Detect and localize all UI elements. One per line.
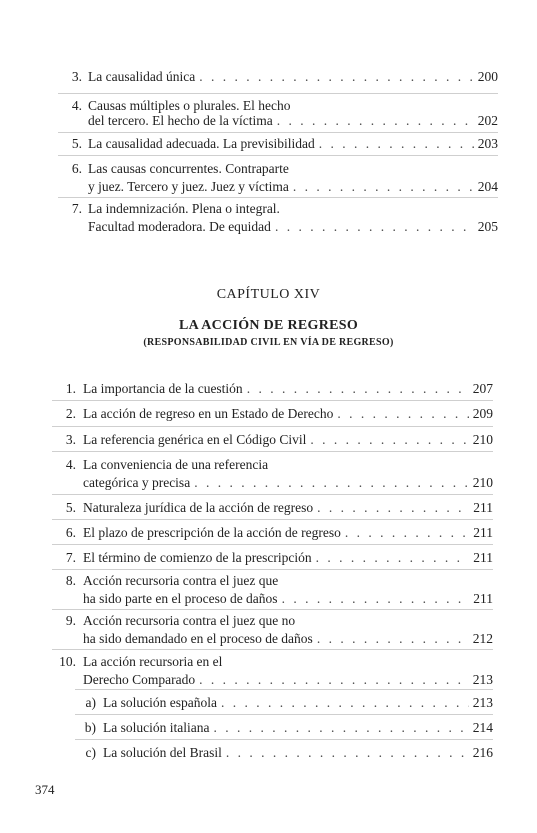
- entry-letter: a): [85, 695, 96, 710]
- divider: [75, 689, 493, 690]
- entry-number: 3.: [71, 69, 82, 84]
- dot-leader: [247, 380, 469, 398]
- dot-leader: [275, 218, 474, 236]
- entry-title-cont: y juez. Tercero y juez. Juez y víctima: [88, 179, 289, 194]
- entry-title-cont: Derecho Comparado: [83, 672, 196, 687]
- entry-title: La causalidad única: [88, 69, 196, 84]
- entry-number: 3.: [65, 432, 76, 447]
- entry-title-cont: ha sido demandado en el proceso de daños: [83, 631, 313, 646]
- entry-title: La referencia genérica en el Código Civil: [83, 432, 307, 447]
- dot-leader: [213, 719, 468, 737]
- entry-number: 7.: [65, 550, 76, 565]
- entry-page: 213: [472, 672, 493, 687]
- entry-number: 5.: [71, 136, 82, 151]
- entry-number: 10.: [59, 654, 76, 669]
- divider: [75, 739, 493, 740]
- entry-title: La solución del Brasil: [103, 745, 222, 760]
- entry-number: 9.: [65, 613, 76, 628]
- page-number: 374: [35, 782, 55, 797]
- entry-page: 210: [472, 432, 493, 447]
- dot-leader: [226, 744, 469, 762]
- entry-page: 207: [472, 381, 493, 396]
- divider: [52, 519, 493, 520]
- entry-title: La indemnización. Plena o integral.: [88, 201, 280, 216]
- entry-title: La conveniencia de una referencia: [83, 457, 269, 472]
- entry-page: 212: [472, 631, 493, 646]
- entry-page: 203: [477, 136, 498, 151]
- divider: [52, 451, 493, 452]
- entry-letter: b): [84, 720, 96, 735]
- divider: [58, 132, 498, 133]
- entry-page: 200: [477, 69, 498, 84]
- entry-number: 7.: [71, 201, 82, 216]
- divider: [52, 569, 493, 570]
- divider: [52, 609, 493, 610]
- entry-number: 4.: [71, 98, 82, 113]
- divider: [52, 494, 493, 495]
- entry-letter: c): [85, 745, 96, 760]
- entry-title: La solución italiana: [103, 720, 210, 735]
- entry-page: 210: [472, 475, 493, 490]
- divider: [58, 197, 498, 198]
- entry-title: La causalidad adecuada. La previsibilidad: [88, 136, 315, 151]
- divider: [52, 544, 493, 545]
- entry-page: 204: [477, 179, 498, 194]
- dot-leader: [282, 590, 470, 608]
- dot-leader: [199, 671, 469, 689]
- entry-page: 211: [473, 525, 493, 540]
- entry-page: 211: [473, 591, 493, 606]
- entry-title: Naturaleza jurídica de la acción de regreso: [83, 500, 314, 515]
- entry-title-cont: Facultad moderadora. De equidad: [88, 219, 271, 234]
- chapter-title: LA ACCIÓN DE REGRESO: [178, 318, 359, 333]
- entry-title: La acción de regreso en un Estado de Derecho: [83, 406, 334, 421]
- entry-number: 1.: [65, 381, 76, 396]
- divider: [52, 426, 493, 427]
- divider: [52, 649, 493, 650]
- divider: [58, 93, 498, 94]
- dot-leader: [316, 549, 470, 567]
- divider: [52, 400, 493, 401]
- entry-number: 6.: [71, 161, 82, 176]
- entry-title: Causas múltiples o plurales. El hecho: [88, 98, 291, 113]
- entry-page: 202: [477, 113, 498, 128]
- entry-number: 8.: [65, 573, 76, 588]
- entry-page: 213: [472, 695, 493, 710]
- dot-leader: [199, 68, 474, 86]
- dot-leader: [345, 524, 469, 542]
- chapter-subtitle: (RESPONSABILIDAD CIVIL EN VÍA DE REGRESO): [143, 337, 394, 348]
- dot-leader: [194, 474, 469, 492]
- dot-leader: [317, 630, 469, 648]
- entry-title-cont: categórica y precisa: [83, 475, 191, 490]
- entry-page: 205: [477, 219, 498, 234]
- dot-leader: [310, 431, 468, 449]
- dot-leader: [337, 405, 468, 423]
- entry-title: Acción recursoria contra el juez que no: [83, 613, 296, 628]
- divider: [58, 155, 498, 156]
- entry-page: 211: [473, 550, 493, 565]
- entry-number: 2.: [65, 406, 76, 421]
- dot-leader: [293, 178, 474, 196]
- entry-title: Las causas concurrentes. Contraparte: [88, 161, 289, 176]
- dot-leader: [277, 112, 474, 130]
- entry-title: El plazo de prescripción de la acción de regreso: [83, 525, 341, 540]
- entry-title: La acción recursoria en el: [83, 654, 223, 669]
- entry-title: El término de comienzo de la prescripción: [83, 550, 312, 565]
- chapter-label: CAPÍTULO XIV: [216, 287, 321, 302]
- entry-page: 214: [472, 720, 493, 735]
- entry-page: 209: [472, 406, 493, 421]
- divider: [75, 714, 493, 715]
- entry-title: Acción recursoria contra el juez que: [83, 573, 279, 588]
- dot-leader: [221, 694, 469, 712]
- dot-leader: [319, 135, 474, 153]
- entry-page: 216: [472, 745, 493, 760]
- dot-leader: [317, 499, 469, 517]
- entry-title-cont: ha sido parte en el proceso de daños: [83, 591, 278, 606]
- entry-title-cont: del tercero. El hecho de la víctima: [88, 113, 273, 128]
- entry-title: La importancia de la cuestión: [83, 381, 243, 396]
- entry-number: 6.: [65, 525, 76, 540]
- entry-number: 4.: [65, 457, 76, 472]
- entry-title: La solución española: [103, 695, 217, 710]
- entry-page: 211: [473, 500, 493, 515]
- entry-number: 5.: [65, 500, 76, 515]
